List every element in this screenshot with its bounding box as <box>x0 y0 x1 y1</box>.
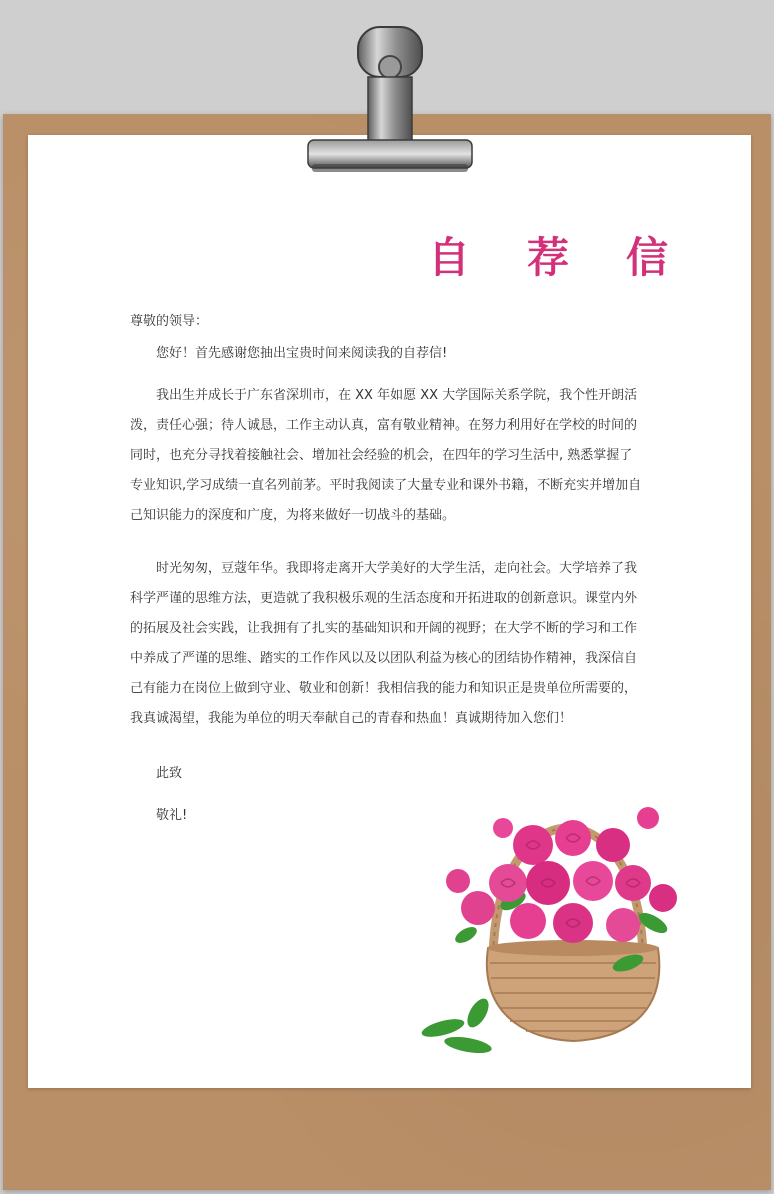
clip-shadow <box>312 164 468 172</box>
closing-line-2: 敬礼! <box>156 808 188 823</box>
paragraph-experience: 时光匆匆，豆蔻年华。我即将走离开大学美好的大学生活，走向社会。大学培养了我科学严谨的思维方法，更造就了我积极乐观的生活态度和开拓进取的创新意识。课堂内外的拓展及社会实践，让我拥有了扎实的基础知识和开阔的视野；在大学不断的学习和工作中养成了严谨的思维、踏实的工作作风以及以团队利益为核心的团结协作精神，我深信自己有能力在岗位上做到守业、敬业和创新！我相信我的能力和知识正是贵单位所需要的，我真诚渴望，我能为单位的明天奉献自己的青春和热血！真诚期待加入您们！ <box>130 561 638 726</box>
title-char-1: 自 <box>428 233 471 282</box>
clip-base <box>308 140 472 168</box>
title-char-3: 信 <box>625 233 668 282</box>
paragraph-background: 我出生并成长于广东省深圳市，在 XX 年如愿 XX 大学国际关系学院，我个性开朗活泼，责任心强；待人诚恳，工作主动认真，富有敬业精神。在努力利用好在学校的时间的同时，也充分寻找着接触社会、增加社会经验的机会，在四年的学习生活中, 熟悉掌握了专业知识,学习成绩一直名列前茅。平时我阅读了大量专业和课外书籍，不断充实并增加自己知识能力的深度和广度，为将来做好一切战斗的基础。 <box>130 388 642 523</box>
clip-ring-hole <box>379 56 401 78</box>
title-char-2: 荐 <box>526 233 569 282</box>
binder-clip <box>300 22 480 182</box>
paragraph-greeting: 您好！首先感谢您抽出宝贵时间来阅读我的自荐信! <box>156 346 448 361</box>
salutation: 尊敬的领导： <box>130 314 209 329</box>
flower-basket-illustration <box>398 763 698 1078</box>
closing-line-1: 此致 <box>156 766 183 781</box>
clip-stem <box>368 77 412 147</box>
letter-title <box>428 225 668 285</box>
letter-paper <box>28 135 751 1088</box>
